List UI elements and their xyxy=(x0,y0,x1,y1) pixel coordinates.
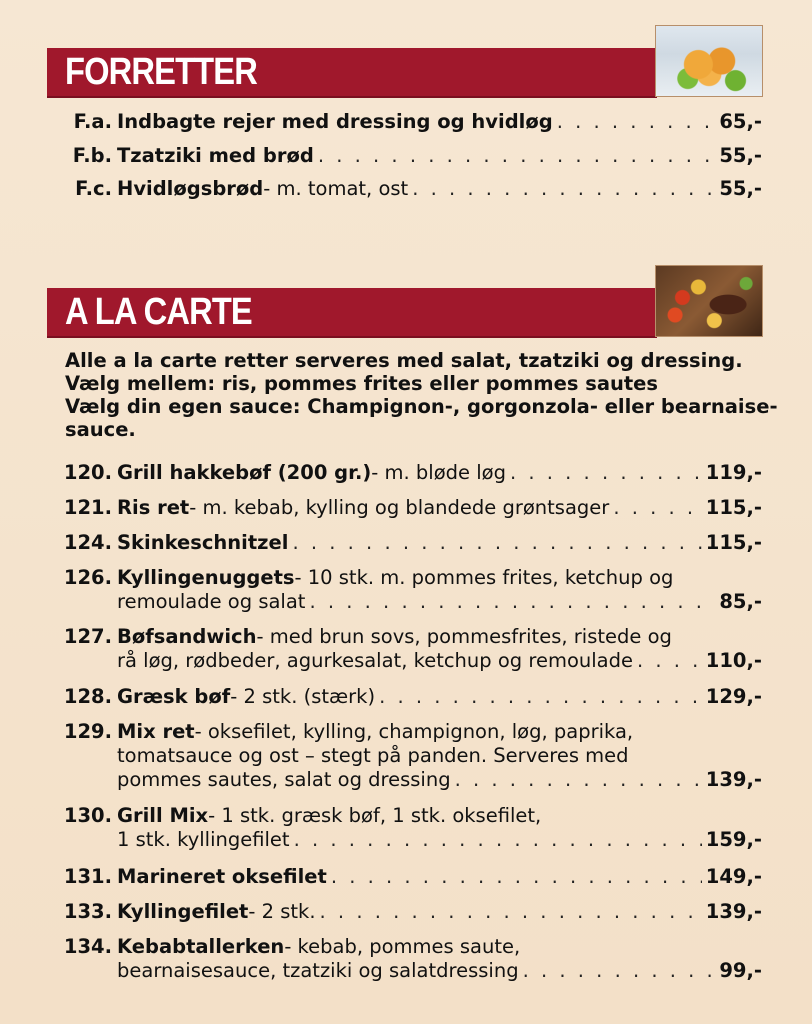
item-price: 139,- xyxy=(705,768,762,791)
item-line xyxy=(117,768,762,792)
item-description: bearnaisesauce, tzatziki og salatdressing xyxy=(117,959,519,982)
item-description: tomatsauce og ost – stegt på panden. Serveres med xyxy=(117,744,629,767)
item-description: remoulade og salat xyxy=(117,590,306,613)
item-price: 149,- xyxy=(705,865,762,888)
item-number: 131. xyxy=(63,865,112,888)
dot-leader xyxy=(379,685,702,709)
dot-leader xyxy=(510,461,702,485)
item-name: Ris ret xyxy=(117,496,190,519)
item-price: 65,- xyxy=(719,110,762,133)
item-price: 99,- xyxy=(719,959,762,982)
item-price: 110,- xyxy=(705,649,762,672)
item-name: Kyllingefilet xyxy=(117,900,249,923)
item-name: Grill hakkebøf (200 gr.) xyxy=(117,461,372,484)
item-line xyxy=(117,649,762,673)
section-title: A LA CARTE xyxy=(65,291,252,333)
dot-leader xyxy=(637,649,702,673)
steak-platter-photo xyxy=(655,265,763,337)
item-line xyxy=(117,177,762,201)
item-price: 115,- xyxy=(705,496,762,519)
item-price: 115,- xyxy=(705,531,762,554)
item-description: - oksefilet, kylling, champignon, løg, paprika, xyxy=(194,720,634,743)
item-number: 124. xyxy=(63,531,112,554)
item-name: Kyllingenuggets xyxy=(117,566,295,589)
item-name: Græsk bøf xyxy=(117,685,231,708)
item-name: Hvidløgsbrød xyxy=(117,177,264,200)
item-price: 119,- xyxy=(705,461,762,484)
item-number: 126. xyxy=(63,566,112,589)
item-name: Grill Mix xyxy=(117,804,209,827)
item-line xyxy=(117,900,762,924)
item-number: F.c. xyxy=(75,177,112,200)
item-description: - 10 stk. m. pommes frites, ketchup og xyxy=(294,566,674,589)
dot-leader xyxy=(320,900,702,924)
item-price: 129,- xyxy=(705,685,762,708)
item-description: - 2 stk. (stærk) xyxy=(230,685,376,708)
item-line xyxy=(117,935,762,959)
dot-leader xyxy=(292,531,701,555)
a-la-carte-intro xyxy=(65,349,778,441)
item-description: - 1 stk. græsk bøf, 1 stk. oksefilet, xyxy=(208,804,542,827)
dot-leader xyxy=(412,177,715,201)
section-title: FORRETTER xyxy=(65,51,257,93)
item-line xyxy=(117,625,762,649)
item-line xyxy=(117,828,762,852)
item-description: - med brun sovs, pommesfrites, ristede og xyxy=(256,625,672,648)
item-price: 159,- xyxy=(705,828,762,851)
item-price: 55,- xyxy=(719,177,762,200)
item-number: 127. xyxy=(63,625,112,648)
item-description: - m. tomat, ost xyxy=(263,177,409,200)
item-price: 139,- xyxy=(705,900,762,923)
item-line xyxy=(117,110,762,134)
dot-leader xyxy=(613,496,701,520)
item-name: Skinkeschnitzel xyxy=(117,531,289,554)
item-line xyxy=(117,461,762,485)
item-name: Tzatziki med brød xyxy=(117,144,314,167)
dot-leader xyxy=(523,959,716,983)
item-description: 1 stk. kyllingefilet xyxy=(117,828,290,851)
item-line xyxy=(117,685,762,709)
item-name: Marineret oksefilet xyxy=(117,865,327,888)
item-line xyxy=(117,590,762,614)
item-number: 130. xyxy=(63,804,112,827)
dot-leader xyxy=(294,828,702,852)
item-description: - 2 stk. xyxy=(248,900,316,923)
item-number: 121. xyxy=(63,496,112,519)
item-number: 129. xyxy=(63,720,112,743)
item-line xyxy=(117,531,762,555)
item-line xyxy=(117,804,762,828)
item-description: - m. bløde løg xyxy=(371,461,506,484)
item-number: 134. xyxy=(63,935,112,958)
item-name: Bøfsandwich xyxy=(117,625,257,648)
item-line xyxy=(117,496,762,520)
dot-leader xyxy=(557,110,716,134)
section-header-forretter xyxy=(47,48,657,98)
item-line xyxy=(117,744,762,768)
section-header-a-la-carte xyxy=(47,288,657,338)
item-name: Indbagte rejer med dressing og hvidløg xyxy=(117,110,553,133)
item-price: 55,- xyxy=(719,144,762,167)
item-description: pommes sautes, salat og dressing xyxy=(117,768,451,791)
intro-line: Alle a la carte retter serveres med salat, tzatziki og dressing. xyxy=(65,349,743,372)
item-number: 133. xyxy=(63,900,112,923)
intro-line: sauce. xyxy=(65,418,136,441)
item-price: 85,- xyxy=(719,590,762,613)
dot-leader xyxy=(331,865,702,889)
item-line xyxy=(117,865,762,889)
item-number: 128. xyxy=(63,685,112,708)
dot-leader xyxy=(309,590,715,614)
intro-line: Vælg din egen sauce: Champignon-, gorgonzola- eller bearnaise- xyxy=(65,395,778,418)
dot-leader xyxy=(455,768,702,792)
item-name: Mix ret xyxy=(117,720,195,743)
item-name: Kebabtallerken xyxy=(117,935,285,958)
item-line xyxy=(117,566,762,590)
dot-leader xyxy=(318,144,716,168)
intro-line: Vælg mellem: ris, pommes frites eller pommes sautes xyxy=(65,372,659,395)
item-description: rå løg, rødbeder, agurkesalat, ketchup og remoulade xyxy=(117,649,633,672)
item-description: - m. kebab, kylling og blandede grøntsager xyxy=(189,496,610,519)
item-line xyxy=(117,720,762,744)
item-number: F.b. xyxy=(72,144,112,167)
item-number: F.a. xyxy=(73,110,112,133)
item-line xyxy=(117,959,762,983)
item-number: 120. xyxy=(63,461,112,484)
item-line xyxy=(117,144,762,168)
item-description: - kebab, pommes saute, xyxy=(284,935,521,958)
fried-shrimp-photo xyxy=(655,25,763,97)
